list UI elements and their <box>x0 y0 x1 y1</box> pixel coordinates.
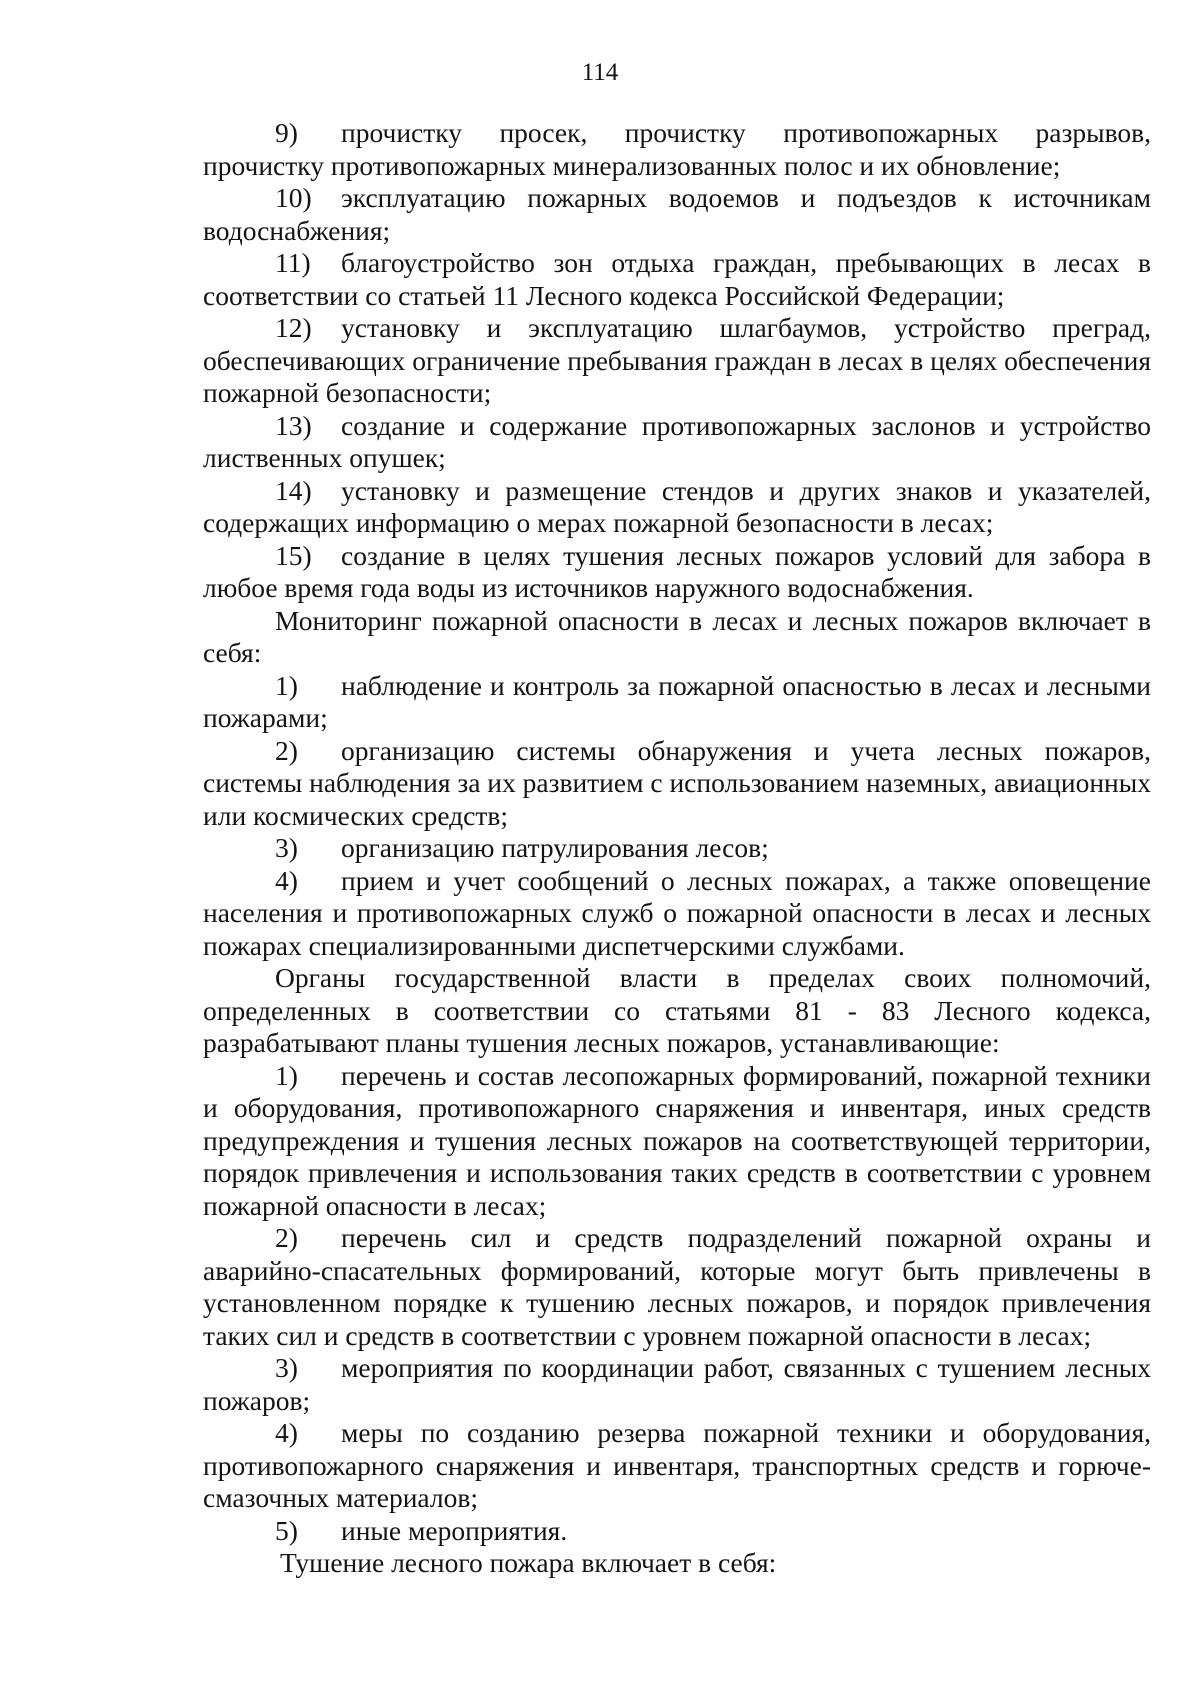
item-number: 12) <box>275 312 312 343</box>
list-extinguishing-plan-contents <box>203 1060 1151 1548</box>
list-item <box>203 865 1151 963</box>
item-number: 2) <box>275 734 298 766</box>
list-item <box>203 117 1151 182</box>
item-number: 1) <box>275 669 298 701</box>
item-number: 1) <box>275 1059 298 1091</box>
item-text: создание в целях тушения лесных пожаров условий для забора в любое время года воды из источников наружного водоснабжения. <box>203 539 1151 603</box>
item-number: 13) <box>275 409 312 441</box>
list-item <box>203 832 1151 865</box>
monitoring-intro-paragraph: Мониторинг пожарной опасности в лесах и лесных пожаров включает в себя: <box>203 604 1151 668</box>
list-item <box>203 1417 1151 1515</box>
item-text: меры по созданию резерва пожарной техники и оборудования, противопожарного снаряжения и инвентаря, транспортных средств и горюче-смазочных материалов; <box>203 1417 1151 1513</box>
item-text: установку и размещение стендов и других знаков и указателей, содержащих информацию о мерах пожарной безопасности в лесах; <box>203 474 1151 538</box>
item-text: наблюдение и контроль за пожарной опасностью в лесах и лесными пожарами; <box>203 669 1151 733</box>
item-number: 14) <box>275 474 312 506</box>
item-text: прочистку просек, прочистку противопожарных разрывов, прочистку противопожарных минерализованных полос и их обновление; <box>203 117 1151 181</box>
item-number: 15) <box>275 539 312 571</box>
item-text: организацию системы обнаружения и учета лесных пожаров, системы наблюдения за их развитием с использованием наземных, авиационных или космических средств; <box>203 734 1151 831</box>
list-item <box>203 540 1151 605</box>
list-item <box>203 1060 1151 1223</box>
extinguishing-intro-paragraph: Тушение лесного пожара включает в себя: <box>280 1547 777 1578</box>
item-text: организацию патрулирования лесов; <box>341 832 769 863</box>
item-text: прием и учет сообщений о лесных пожарах, а также оповещение населения и противопожарных служб о пожарной опасности в лесах и лесных пожарах специализированными диспетчерскими службами. <box>203 864 1151 961</box>
list-item <box>203 312 1151 410</box>
item-number: 3) <box>275 1352 298 1383</box>
document-body <box>203 117 1151 1580</box>
item-text: благоустройство зон отдыха граждан, пребывающих в лесах в соответствии со статьей 11 Лесного кодекса Российской Федерации; <box>203 247 1151 311</box>
item-text: установку и эксплуатацию шлагбаумов, устройство преград, обеспечивающих ограничение пребывания граждан в лесах в целях обеспечения пожарной безопасности; <box>203 312 1151 408</box>
item-number: 2) <box>275 1222 298 1253</box>
item-text: иные мероприятия. <box>341 1514 568 1546</box>
list-item <box>203 475 1151 540</box>
item-number: 9) <box>275 117 298 148</box>
list-fire-prevention-measures <box>203 117 1151 605</box>
list-item <box>203 1515 1151 1548</box>
item-number: 3) <box>275 832 298 863</box>
item-number: 10) <box>275 182 312 213</box>
item-number: 4) <box>275 1417 298 1448</box>
item-number: 5) <box>275 1514 298 1546</box>
list-item <box>203 182 1151 247</box>
page-number: 114 <box>581 59 619 86</box>
item-text: перечень и состав лесопожарных формирований, пожарной техники и оборудования, противопожарного снаряжения и инвентаря, иных средств предупреждения и тушения лесных пожаров на соответствующей территории, порядок привлечения и использования таких средств в соответствии с уровнем пожарной опасности в лесах; <box>203 1059 1151 1221</box>
list-item <box>203 410 1151 475</box>
item-number: 11) <box>275 247 311 278</box>
item-text: эксплуатацию пожарных водоемов и подъездов к источникам водоснабжения; <box>203 182 1151 246</box>
list-item <box>203 670 1151 735</box>
list-item <box>203 247 1151 312</box>
item-text: перечень сил и средств подразделений пожарной охраны и аварийно-спасательных формирований, которые могут быть привлечены в установленном порядке к тушению лесных пожаров, и порядок привлечения таких сил и средств в соответствии с уровнем пожарной опасности в лесах; <box>203 1222 1151 1351</box>
list-monitoring-measures <box>203 670 1151 963</box>
item-text: мероприятия по координации работ, связанных с тушением лесных пожаров; <box>203 1352 1151 1416</box>
item-text: создание и содержание противопожарных заслонов и устройство лиственных опушек; <box>203 409 1151 473</box>
list-item <box>203 735 1151 833</box>
list-item <box>203 1222 1151 1352</box>
authorities-intro-paragraph: Органы государственной власти в пределах своих полномочий, определенных в соответствии со статьями 81 - 83 Лесного кодекса, разрабатывают планы тушения лесных пожаров, устанавливающие: <box>203 962 1151 1058</box>
item-number: 4) <box>275 864 298 896</box>
list-item <box>203 1352 1151 1417</box>
